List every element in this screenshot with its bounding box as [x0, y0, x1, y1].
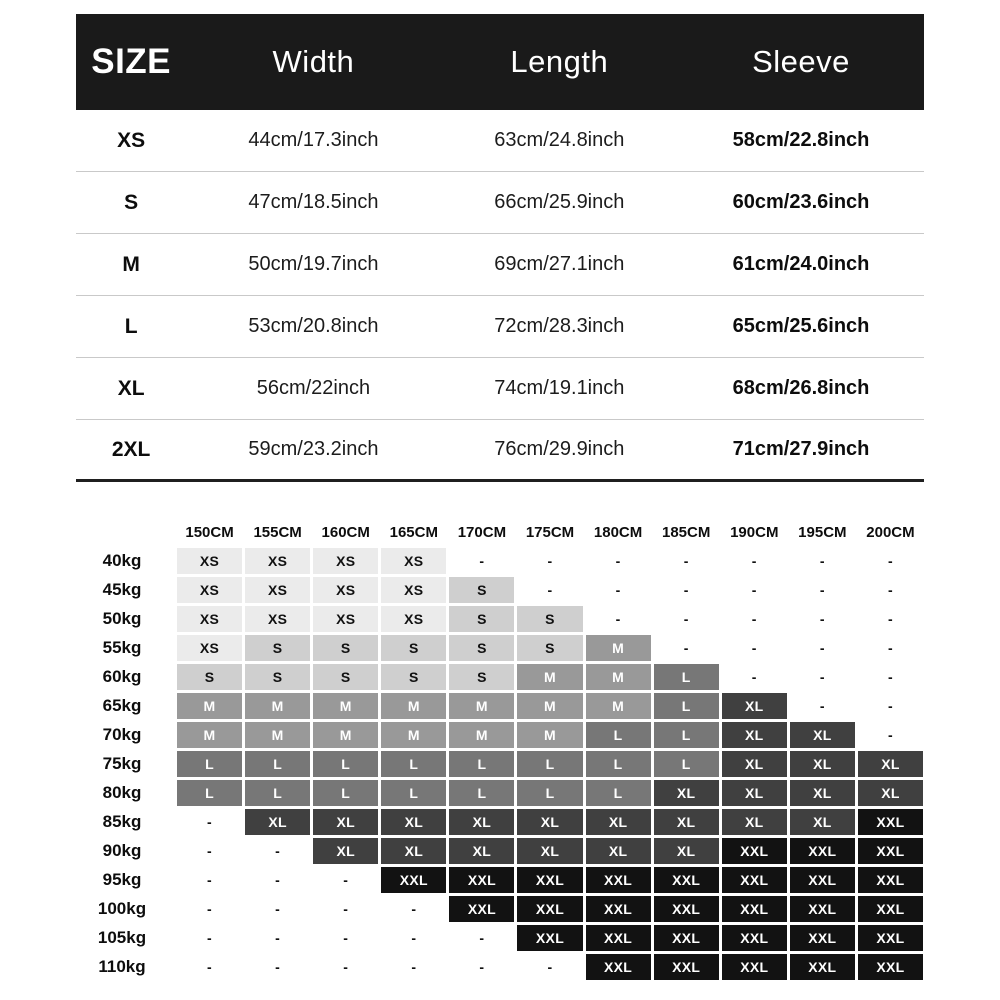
size-cell: XXL — [586, 867, 651, 893]
size-cell: M — [449, 693, 514, 719]
size-cell: S — [381, 635, 446, 661]
no-size-cell: - — [177, 954, 242, 980]
no-size-cell: - — [722, 548, 787, 574]
height-column-header: 175CM — [525, 523, 575, 541]
no-size-cell: - — [177, 809, 242, 835]
size-cell: M — [517, 722, 582, 748]
size-cell: S — [517, 606, 582, 632]
size-cell: XL — [586, 838, 651, 864]
size-cell: L — [654, 664, 719, 690]
size-cell: L — [245, 780, 310, 806]
size-cell: S — [517, 635, 582, 661]
measurement-value: 59cm/23.2inch — [248, 438, 379, 460]
no-size-cell: - — [654, 606, 719, 632]
size-cell: L — [313, 751, 378, 777]
weight-row-header: 75kg — [102, 754, 142, 773]
size-cell: L — [654, 751, 719, 777]
size-cell: M — [245, 722, 310, 748]
size-cell: L — [654, 722, 719, 748]
size-cell: XXL — [858, 867, 923, 893]
size-cell: XXL — [858, 809, 923, 835]
measurement-row-xs — [76, 110, 924, 172]
no-size-cell: - — [177, 838, 242, 864]
no-size-cell: - — [517, 954, 582, 980]
no-size-cell: - — [858, 693, 923, 719]
size-cell: XS — [177, 577, 242, 603]
size-cell: XS — [313, 606, 378, 632]
no-size-cell: - — [381, 925, 446, 951]
size-cell: XXL — [790, 867, 855, 893]
weight-row-header: 105kg — [97, 928, 147, 947]
height-column-header: 185CM — [661, 523, 711, 541]
no-size-cell: - — [449, 925, 514, 951]
size-cell: XL — [381, 838, 446, 864]
size-cell: XXL — [654, 896, 719, 922]
size-cell: L — [177, 780, 242, 806]
size-cell: XL — [858, 780, 923, 806]
size-cell: S — [177, 664, 242, 690]
size-cell: L — [381, 751, 446, 777]
weight-row-header: 110kg — [98, 957, 146, 976]
size-cell: M — [177, 693, 242, 719]
size-cell: XL — [722, 693, 787, 719]
size-cell: L — [586, 751, 651, 777]
no-size-cell: - — [722, 635, 787, 661]
height-column-header: 150CM — [185, 523, 234, 541]
no-size-cell: - — [858, 577, 923, 603]
measurement-value: 65cm/25.6inch — [732, 315, 870, 337]
size-cell: XL — [313, 809, 378, 835]
size-cell: M — [517, 693, 582, 719]
measurement-table — [76, 14, 924, 482]
no-size-cell: - — [586, 606, 651, 632]
size-cell: L — [586, 722, 651, 748]
no-size-cell: - — [790, 548, 855, 574]
size-cell: XXL — [381, 867, 446, 893]
no-size-cell: - — [381, 954, 446, 980]
no-size-cell: - — [654, 577, 719, 603]
measurement-value: 63cm/24.8inch — [494, 129, 625, 151]
no-size-cell: - — [517, 577, 582, 603]
size-cell: XXL — [790, 925, 855, 951]
size-cell: XXL — [586, 954, 651, 980]
size-cell: XS — [381, 606, 446, 632]
no-size-cell: - — [313, 954, 378, 980]
size-cell: S — [313, 635, 378, 661]
weight-row-header: 65kg — [102, 696, 142, 715]
size-cell: XS — [381, 577, 446, 603]
size-cell: L — [245, 751, 310, 777]
size-cell: XL — [381, 809, 446, 835]
size-cell: XXL — [722, 867, 787, 893]
measurement-value: 74cm/19.1inch — [494, 377, 625, 399]
size-cell: XXL — [858, 896, 923, 922]
size-cell: XS — [177, 635, 242, 661]
size-cell: S — [313, 664, 378, 690]
height-weight-chart — [70, 519, 923, 980]
size-cell: XXL — [449, 867, 514, 893]
no-size-cell: - — [722, 606, 787, 632]
size-cell: L — [381, 780, 446, 806]
measurement-value: 53cm/20.8inch — [248, 315, 379, 337]
size-label: L — [124, 314, 138, 338]
size-cell: XXL — [654, 867, 719, 893]
measurement-value: 66cm/25.9inch — [494, 191, 625, 213]
size-cell: M — [245, 693, 310, 719]
size-cell: XXL — [517, 925, 582, 951]
size-cell: XL — [449, 838, 514, 864]
height-column-header: 170CM — [457, 523, 507, 541]
size-cell: XS — [177, 548, 242, 574]
no-size-cell: - — [177, 925, 242, 951]
size-cell: XL — [790, 751, 855, 777]
height-column-header: 160CM — [321, 523, 370, 541]
corner-cell — [70, 519, 174, 545]
size-cell: XXL — [449, 896, 514, 922]
size-cell: S — [449, 577, 514, 603]
size-cell: XS — [245, 548, 310, 574]
measurement-value: 50cm/19.7inch — [248, 253, 379, 275]
weight-row-header: 50kg — [102, 609, 142, 628]
size-cell: XL — [654, 838, 719, 864]
size-cell: XXL — [790, 954, 855, 980]
weight-row-header: 40kg — [102, 551, 142, 570]
size-cell: XXL — [790, 896, 855, 922]
size-cell: XXL — [722, 954, 787, 980]
no-size-cell: - — [858, 722, 923, 748]
weight-row-header: 55kg — [102, 638, 142, 657]
size-cell: XL — [517, 809, 582, 835]
size-cell: M — [381, 722, 446, 748]
height-column-header: 180CM — [593, 523, 643, 541]
size-cell: L — [517, 780, 582, 806]
size-cell: L — [313, 780, 378, 806]
no-size-cell: - — [313, 896, 378, 922]
size-cell: M — [313, 693, 378, 719]
measurement-value: 61cm/24.0inch — [732, 253, 870, 275]
no-size-cell: - — [245, 925, 310, 951]
size-cell: M — [177, 722, 242, 748]
no-size-cell: - — [858, 635, 923, 661]
size-cell: XXL — [654, 954, 719, 980]
weight-row-header: 80kg — [102, 783, 142, 802]
size-cell: XL — [722, 809, 787, 835]
size-cell: XL — [654, 809, 719, 835]
no-size-cell: - — [245, 867, 310, 893]
column-header-sleeve: Sleeve — [752, 44, 850, 79]
size-cell: S — [381, 664, 446, 690]
size-cell: XXL — [517, 896, 582, 922]
size-cell: M — [586, 635, 651, 661]
no-size-cell: - — [654, 635, 719, 661]
measurement-row-2xl — [76, 420, 924, 482]
no-size-cell: - — [245, 954, 310, 980]
size-cell: M — [313, 722, 378, 748]
size-cell: XS — [177, 606, 242, 632]
measurement-value: 60cm/23.6inch — [732, 191, 870, 213]
size-cell: XL — [790, 722, 855, 748]
measurement-value: 72cm/28.3inch — [494, 315, 625, 337]
measurement-table-body — [76, 110, 924, 482]
weight-row-header: 60kg — [102, 667, 142, 686]
measurement-value: 56cm/22inch — [256, 377, 371, 399]
column-header-length: Length — [510, 44, 609, 79]
measurement-value: 76cm/29.9inch — [494, 438, 625, 460]
size-cell: XL — [790, 809, 855, 835]
size-label: XS — [117, 128, 146, 152]
size-cell: XXL — [654, 925, 719, 951]
column-header-size: SIZE — [91, 42, 172, 81]
size-cell: XL — [245, 809, 310, 835]
size-cell: XL — [654, 780, 719, 806]
no-size-cell: - — [517, 548, 582, 574]
no-size-cell: - — [790, 577, 855, 603]
weight-row-header: 45kg — [102, 580, 142, 599]
measurement-value: 47cm/18.5inch — [248, 191, 379, 213]
size-cell: XL — [790, 780, 855, 806]
size-cell: XL — [449, 809, 514, 835]
size-cell: M — [586, 693, 651, 719]
size-cell: M — [449, 722, 514, 748]
size-cell: XXL — [858, 838, 923, 864]
measurement-value: 58cm/22.8inch — [732, 129, 870, 151]
size-cell: XL — [586, 809, 651, 835]
no-size-cell: - — [177, 896, 242, 922]
no-size-cell: - — [790, 693, 855, 719]
no-size-cell: - — [245, 896, 310, 922]
no-size-cell: - — [381, 896, 446, 922]
size-cell: XXL — [517, 867, 582, 893]
measurement-row-s — [76, 172, 924, 234]
no-size-cell: - — [858, 548, 923, 574]
size-cell: S — [449, 635, 514, 661]
size-cell: M — [381, 693, 446, 719]
no-size-cell: - — [586, 577, 651, 603]
measurement-row-xl — [76, 358, 924, 420]
size-label: M — [122, 252, 140, 276]
size-label: S — [124, 190, 139, 214]
size-cell: XL — [722, 780, 787, 806]
size-cell: XXL — [722, 925, 787, 951]
measurement-table-header — [76, 14, 924, 110]
no-size-cell: - — [245, 838, 310, 864]
no-size-cell: - — [449, 548, 514, 574]
no-size-cell: - — [722, 664, 787, 690]
weight-row-header: 90kg — [102, 841, 142, 860]
size-cell: XL — [722, 751, 787, 777]
height-column-header: 190CM — [730, 523, 779, 541]
measurement-value: 71cm/27.9inch — [732, 438, 870, 460]
height-column-header: 165CM — [389, 523, 438, 541]
size-cell: XL — [517, 838, 582, 864]
weight-row-header: 85kg — [102, 812, 142, 831]
size-cell: XXL — [586, 925, 651, 951]
size-cell: L — [449, 751, 514, 777]
measurement-value: 44cm/17.3inch — [248, 129, 379, 151]
size-cell: XL — [722, 722, 787, 748]
size-cell: XS — [245, 577, 310, 603]
size-cell: S — [245, 635, 310, 661]
no-size-cell: - — [313, 925, 378, 951]
size-cell: XXL — [722, 838, 787, 864]
weight-row-header: 100kg — [97, 899, 147, 918]
no-size-cell: - — [654, 548, 719, 574]
no-size-cell: - — [858, 606, 923, 632]
size-cell: XXL — [722, 896, 787, 922]
size-cell: XS — [381, 548, 446, 574]
size-label: XL — [117, 376, 145, 400]
measurement-value: 69cm/27.1inch — [494, 253, 625, 275]
no-size-cell: - — [177, 867, 242, 893]
size-cell: XXL — [586, 896, 651, 922]
size-cell: L — [177, 751, 242, 777]
no-size-cell: - — [790, 606, 855, 632]
size-cell: M — [517, 664, 582, 690]
size-label: 2XL — [111, 437, 151, 461]
size-cell: XXL — [790, 838, 855, 864]
measurement-row-l — [76, 296, 924, 358]
size-cell: S — [245, 664, 310, 690]
weight-row-header: 70kg — [102, 725, 142, 744]
height-column-header: 195CM — [798, 523, 847, 541]
measurement-value: 68cm/26.8inch — [732, 377, 870, 399]
no-size-cell: - — [722, 577, 787, 603]
size-cell: XS — [313, 548, 378, 574]
size-cell: L — [517, 751, 582, 777]
size-cell: XS — [245, 606, 310, 632]
height-column-header: 200CM — [866, 523, 915, 541]
no-size-cell: - — [586, 548, 651, 574]
no-size-cell: - — [449, 954, 514, 980]
size-cell: M — [586, 664, 651, 690]
size-cell: XS — [313, 577, 378, 603]
size-cell: L — [449, 780, 514, 806]
no-size-cell: - — [790, 635, 855, 661]
size-cell: L — [586, 780, 651, 806]
size-cell: XL — [858, 751, 923, 777]
size-cell: S — [449, 664, 514, 690]
no-size-cell: - — [313, 867, 378, 893]
height-column-header: 155CM — [253, 523, 302, 541]
measurement-row-m — [76, 234, 924, 296]
size-cell: S — [449, 606, 514, 632]
no-size-cell: - — [858, 664, 923, 690]
column-header-width: Width — [272, 44, 355, 79]
size-cell: XXL — [858, 954, 923, 980]
no-size-cell: - — [790, 664, 855, 690]
weight-row-header: 95kg — [102, 870, 142, 889]
size-cell: XXL — [858, 925, 923, 951]
size-cell: L — [654, 693, 719, 719]
size-cell: XL — [313, 838, 378, 864]
